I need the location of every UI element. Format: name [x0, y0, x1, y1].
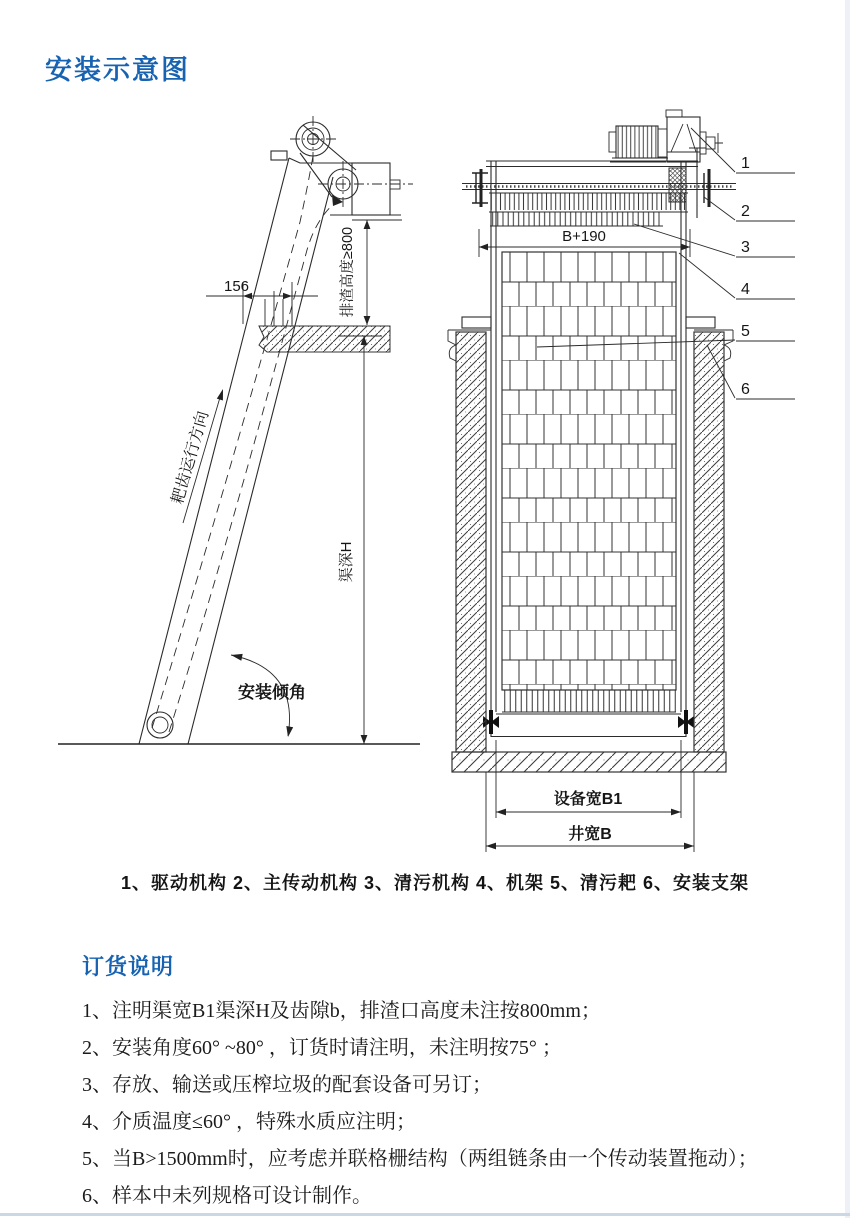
order-notes-section [82, 950, 822, 1215]
well-width-label: 井宽B [568, 826, 612, 843]
screen-grid [502, 252, 676, 690]
chain-path-dashed [152, 156, 313, 728]
callout-5: 5 [741, 323, 750, 340]
dim-discharge-height [338, 220, 402, 325]
callout-3: 3 [741, 239, 750, 256]
channel-floor [452, 752, 726, 772]
channel-wall-right [694, 332, 724, 752]
drive-motor [609, 126, 668, 162]
belt-tensioner [332, 195, 343, 206]
grid-bottom-teeth [502, 690, 676, 712]
callout-4: 4 [741, 281, 750, 298]
page-bottom-edge [0, 1213, 850, 1216]
left-view-side-elevation [58, 116, 420, 744]
order-note-6: 6、样本中未列规格可设计制作。 [82, 1185, 372, 1207]
discharge-platform [259, 326, 390, 352]
right-view-front-elevation [448, 110, 795, 852]
order-note-4: 4、介质温度≤60° ，特殊水质应注明； [82, 1111, 416, 1133]
order-notes-heading: 订货说明 [82, 954, 175, 979]
comb-row-1 [489, 193, 688, 210]
top-bracket-tab [271, 151, 287, 160]
parts-caption: 1、驱动机构 2、主传动机构 3、清污机构 4、机架 5、清污耙 6、安装支架 [120, 873, 750, 893]
dim-156-label: 156 [224, 278, 250, 295]
order-note-2: 2、安装角度60° ~80° ，订货时请注明，未注明按75° ； [82, 1037, 562, 1059]
install-angle [231, 654, 306, 737]
page-title: 安装示意图 [45, 55, 190, 85]
gearbox [666, 110, 723, 162]
discharge-height-label: 排渣高度≥800 [340, 226, 356, 318]
callout-6: 6 [741, 381, 750, 398]
mount-bracket-right [686, 317, 715, 328]
bottom-sprocket [147, 712, 173, 738]
order-notes-list [82, 993, 822, 1215]
channel-wall-left [456, 332, 486, 752]
callout-2: 2 [741, 203, 750, 220]
output-shaft-stub [390, 180, 400, 189]
screen-body-outline [139, 158, 352, 744]
mount-bracket-left [462, 317, 491, 328]
rake-direction [168, 389, 223, 523]
dim-channel-depth [338, 336, 382, 744]
callout-1: 1 [741, 155, 750, 172]
order-note-1: 1、注明渠宽B1渠深H及齿隙b，排渣口高度未注按800mm； [82, 1000, 601, 1022]
device-width-label: 设备宽B1 [553, 791, 623, 808]
channel-depth-label: 渠深H [338, 541, 355, 583]
bottom-sprocket-hub [152, 717, 168, 733]
rake-direction-label: 耙齿运行方向 [169, 409, 213, 507]
install-angle-label: 安装倾角 [238, 683, 306, 702]
order-note-3: 3、存放、输送或压榨垃圾的配套设备可另订； [82, 1074, 492, 1096]
order-note-5: 5、当B>1500mm时，应考虑并联格栅结构（两组链条由一个传动装置拖动）； [82, 1148, 758, 1170]
comb-row-2 [490, 212, 662, 226]
b190-label: B+190 [562, 228, 606, 245]
page-right-edge [845, 0, 850, 1218]
